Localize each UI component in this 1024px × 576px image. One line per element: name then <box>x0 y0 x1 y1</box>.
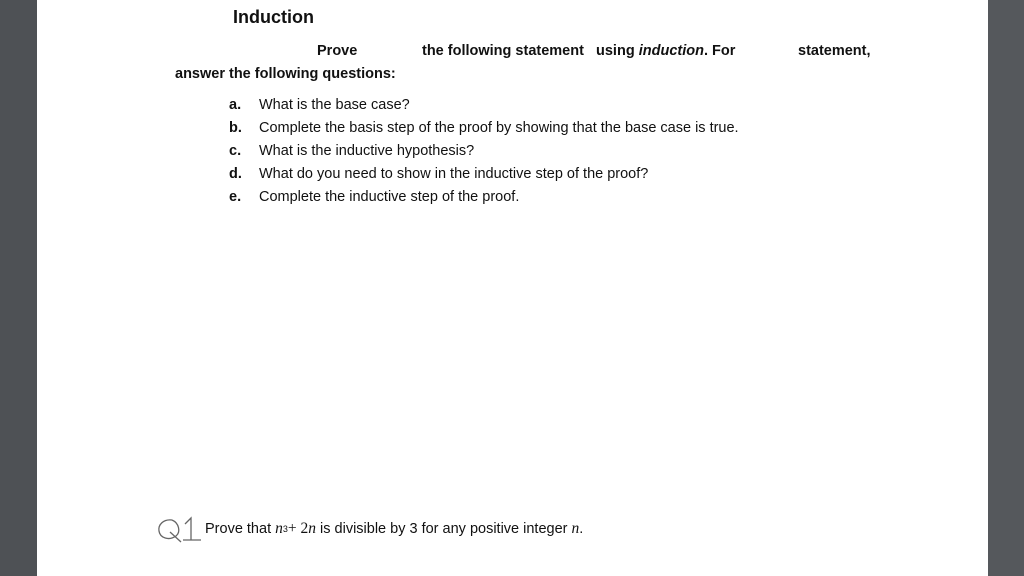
instruction-statement-word: statement, <box>798 43 871 59</box>
question-text: What do you need to show in the inductive step of the proof? <box>259 166 649 182</box>
math-n: n <box>275 520 283 537</box>
instruction-part-c: . For <box>703 43 736 59</box>
question-text: What is the inductive hypothesis? <box>259 143 475 159</box>
question-letter: a. <box>229 97 242 113</box>
instruction-line2: answer the following questions: <box>175 66 396 82</box>
question-text: Complete the inductive step of the proof. <box>259 189 520 205</box>
question-letter: b. <box>229 120 242 136</box>
math-n-2: n <box>308 520 317 537</box>
math-n-3: n <box>571 520 580 537</box>
question-letter: d. <box>229 166 242 182</box>
list-item <box>229 142 739 165</box>
problem-middle: is divisible by 3 for any positive integer <box>320 521 568 537</box>
instruction-part-b: using <box>596 43 635 59</box>
instruction-part-a: the following statement <box>422 43 584 59</box>
problem-statement <box>155 514 583 544</box>
problem-prefix: Prove that <box>205 521 272 537</box>
list-item <box>229 188 739 211</box>
question-letter: c. <box>229 143 242 159</box>
document-page <box>37 0 988 576</box>
list-item <box>229 165 739 188</box>
instruction-italic-word: induction <box>638 43 704 59</box>
viewer-right-gutter <box>988 0 1024 576</box>
instruction-prove: Prove <box>317 43 358 59</box>
handwritten-q1-label <box>155 514 203 544</box>
list-item <box>229 96 739 119</box>
question-list <box>229 96 739 211</box>
problem-end: . <box>579 521 584 537</box>
question-text: What is the base case? <box>259 97 410 113</box>
instruction-text <box>422 43 735 59</box>
math-plus-two: + 2 <box>287 520 309 537</box>
math-exponent: 3 <box>282 524 288 534</box>
page-title: Induction <box>233 7 314 27</box>
list-item <box>229 119 739 142</box>
viewer-left-gutter <box>0 0 37 576</box>
question-letter: e. <box>229 189 242 205</box>
question-text: Complete the basis step of the proof by showing that the base case is true. <box>259 120 739 136</box>
